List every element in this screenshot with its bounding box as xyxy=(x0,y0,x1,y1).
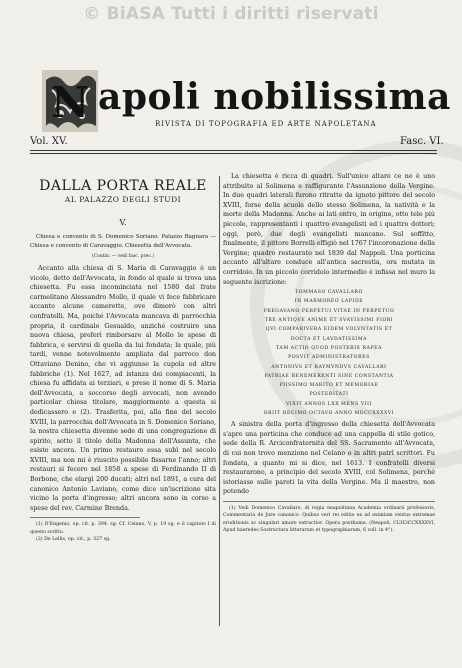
inscription-line: ANTONIVS ET RAYMVNDVS CAVALLARI xyxy=(271,364,387,370)
masthead-rule-top xyxy=(30,150,437,151)
inscription-line: PATRIAE BENEMERENTI SINE CONSTANTIA xyxy=(264,373,394,379)
journal-title: apoli nobilissima xyxy=(98,76,451,118)
section-number: V. xyxy=(119,218,127,227)
inscription-line: OBIIT DECIMO OCTAVO ANNO MDCCXXXXVI xyxy=(263,410,395,416)
svg-text:N: N xyxy=(50,78,90,127)
footnote: (2) De Lellis, op. cit., p. 327 sg. xyxy=(36,537,111,543)
inscription-line: VIXIT ANNOS LXX MENS VIII xyxy=(286,401,372,407)
column-divider xyxy=(219,176,220,626)
volume-number: Vol. XV. xyxy=(30,136,68,147)
inscription-line: PREGAVANO PERPETUI VITAE IN PERPETUO xyxy=(263,308,395,314)
footnotes-right xyxy=(223,501,435,534)
decorated-drop-cap-icon xyxy=(42,70,98,132)
inscription-line: TAM ACTIO QUOD POSTERIS RAPEA xyxy=(275,345,383,351)
body-paragraph: Accanto alla chiesa di S. Maria di Caravaggio è un vicolo, detto dell'Avvocata, in fondo al quale si trova una chiesetta. Fu essa incominciata nel 1580 dal frate carmelitano Alessandro Mollo, il quale vi fece fabbricare accanto alcune camerette, ove dimorò con altri confratelli. Ma, poiché l'Avvocata mancava di parrocchia propria, il cardinale Gesualdo, anziché costruire una nuova chiesa, preferì rimborsare al Mollo le spese di fabbrica, e servirsi di quella da lui fondata; la quale, più tardi, venne notevolmente ampliata dal parroco don Ottaviano Denino, che vi aggiunse la cupola ed altre fabbriche (1). Nel 1627, ad istanza dei compiacenti, la chiesa fu affidata ai terziari, e prese il nome di S. Maria dell'Avvocata, a soccorso degli avvocati, non avendo particolar chiesa titolare, maggiormente a questa si dedicassero e (2). Trasferita, poi, alla fine del secolo XVIII, la parrocchia dell'Avvocata in S. Domenico Soriano, la nostra chiesetta divenne sede di una congregazione di spirito, sotto il titolo della Madonna dell'Assunta, che esiste ancora. Un primo restauro essa subì nel secolo XVIII, ma non mi è riuscito possibile fissarne l'anno; altri restauri si fecero nel 1858 a spese di Ferdinando II di Borbone, che elargì 200 ducati; altri nel 1891, a cura del canonico Antonio Laviano, come dice un'iscrizione sita vicino la porta d'ingresso; altri ancora sono in corso a spese del rev. Carmine Brenda. xyxy=(30,265,216,512)
right-column xyxy=(223,172,435,534)
inscription-line: TRE ANTIQVE ANIME ET SVAVISSIMI FIORI xyxy=(264,318,394,324)
footnote: (1) D'Engenio, op. cit. p. 394. sg. Cf. Celano, V, p. 19 sg. e il capitolo I di questo scritto. xyxy=(30,522,216,535)
inscription-line: POSTERITATI xyxy=(309,392,349,398)
inscription-line: QVI COMPARIVERA EIDEM VOLVNTATIS ET xyxy=(265,327,393,333)
continuation-note: (Contin. — vedi fasc. prec.) xyxy=(91,254,155,259)
left-column xyxy=(30,172,216,543)
article-title: DALLA PORTA REALE xyxy=(39,178,207,194)
watermark: © BiASA Tutti i diritti riservati xyxy=(83,4,379,24)
inscription-line: POSVIT ADMINISTRATORES xyxy=(288,355,370,361)
latin-inscription xyxy=(223,288,435,418)
journal-subtitle: RIVISTA DI TOPOGRAFIA ED ARTE NAPOLETANA xyxy=(155,120,377,128)
fascicle-number: Fasc. VI. xyxy=(400,136,444,147)
inscription-line: PIISSIMO MARITO ET MEMORIAE xyxy=(279,383,379,389)
body-paragraph: A sinistra della porta d'ingresso della chiesetta dell'Avvocata s'apre una porticina che conduce ad una cappella di stile gotico, sede della R. Arciconfraternita del SS. Sacramento all'Avvocata, di cui non trovo menzione nel Celano o in altri patrî scrittori. Fu fondata, a quanto mi si dice, nel 1613. I confratelli diversi restaurarono, a principio del secolo XVIII, col Solimena, perché istoriasse sulle pareti la vita della Vergine. Ma il maestro, non potendo xyxy=(223,421,435,496)
inscription-line: TOMMASO CAVALLARO xyxy=(295,290,363,296)
section-contents: Chiesa e convento di S. Domenico Soriano. Palazzo Bagnara — Chiesa e convento di Caravaggio. Chiesetta dell'Avvocata. xyxy=(30,234,216,249)
inscription-line: DOCTA ET LAVDATISSIMA xyxy=(290,336,368,342)
article-subtitle: AL PALAZZO DEGLI STUDI xyxy=(64,195,182,204)
footnote: (1) Vedi Domenico Cavallaro, di regia neapolitana Academia ordinarii professoris, Commentaria de Jure canonico. Quibus veri rei editio ex ad eximium ventus extremae eruditionis ac singulari amore extractior. Opera posthuma. (Neapoli, CIƆIƆCCXXXXVI, Apud haeredes Sostructura litterarum et typographiarum, 6 voll. in 4°). xyxy=(223,506,435,533)
body-paragraph: La chiesetta è ricca di quadri. Sull'unico altare ce ne è uno attribuito al Solimena e raffigurante l'Assunzione della Vergine. In due quadri laterali furono ritratte da ignoto pittore del secolo XVIII, forse della scuola dello stesso Solimena, la natività e la morte della Madonna. Anche ai lati entro, in origine, otto tele più piccole, rappresentanti i quattro evangelisti ed i quattro dottori; oggi, però, due degli evangelisti mancano. Sul soffitto, finalmente, il pittore Borrelli effigiò nel 1767 l'incoronazione della Vergine; quadro restaurato nel 1839 dal Nappoli. Una porticina accanto all'altare conduce all'antica sacrestia, ora mutata in corridoio. In un piccolo corridoio intermedio è infissa nel muro la seguente iscrizione: xyxy=(223,173,435,286)
inscription-line: IN MARMOREO LAPIDE xyxy=(294,299,364,305)
footnotes-left xyxy=(30,517,216,543)
masthead-rule-bottom xyxy=(30,153,437,154)
